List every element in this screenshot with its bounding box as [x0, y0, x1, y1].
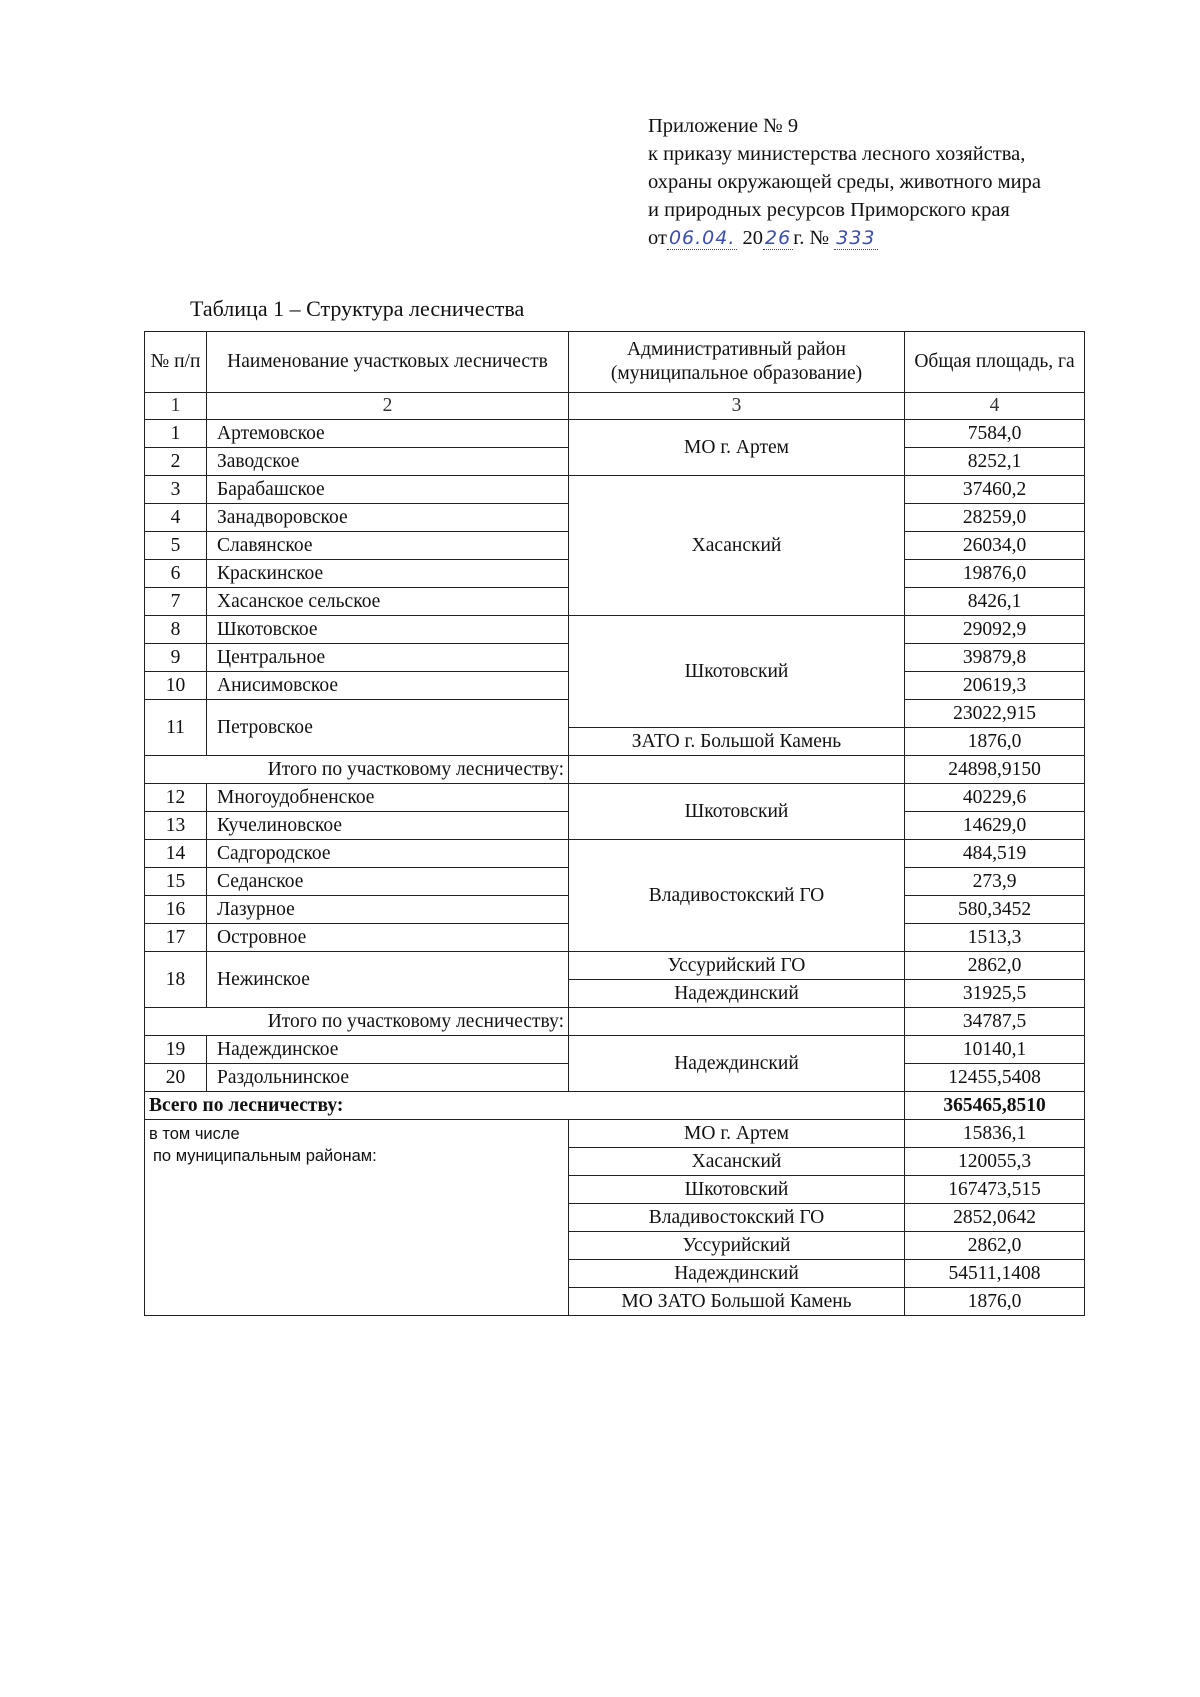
column-header: № п/п: [145, 332, 207, 393]
row-number: 13: [145, 812, 207, 840]
table-row: [145, 840, 1085, 868]
forestry-name: Садгородское: [207, 840, 569, 868]
breakdown-row: [145, 1120, 1085, 1148]
breakdown-label-line: по муниципальным районам:: [153, 1147, 377, 1165]
row-number: 4: [145, 504, 207, 532]
breakdown-area: 167473,515: [905, 1176, 1085, 1204]
appendix-header: [648, 112, 1168, 252]
table-row: [145, 952, 1085, 980]
empty-cell: [569, 1008, 905, 1036]
column-number-row: [145, 393, 1085, 420]
row-number: 20: [145, 1064, 207, 1092]
column-header: Общая площадь, га: [905, 332, 1085, 393]
area-cell: 580,3452: [905, 896, 1085, 924]
row-number: 7: [145, 588, 207, 616]
area-cell: 29092,9: [905, 616, 1085, 644]
forestry-name: Петровское: [207, 700, 569, 756]
handwritten-year: 26: [765, 227, 792, 249]
area-cell: 14629,0: [905, 812, 1085, 840]
breakdown-district: МО ЗАТО Большой Камень: [569, 1288, 905, 1316]
breakdown-label: [145, 1120, 569, 1316]
forestry-name: Лазурное: [207, 896, 569, 924]
area-cell: 8252,1: [905, 448, 1085, 476]
row-number: 10: [145, 672, 207, 700]
forestry-name: Островное: [207, 924, 569, 952]
breakdown-area: 2852,0642: [905, 1204, 1085, 1232]
table-row: [145, 616, 1085, 644]
district-cell: Шкотовский: [569, 784, 905, 840]
year-suffix: г. №: [793, 227, 830, 249]
area-cell: 2862,0: [905, 952, 1085, 980]
breakdown-area: 1876,0: [905, 1288, 1085, 1316]
handwritten-date: 06.04.: [668, 227, 736, 249]
order-reference-line: и природных ресурсов Приморского края: [648, 199, 1010, 221]
district-cell: Надеждинский: [569, 980, 905, 1008]
forestry-name: Кучелиновское: [207, 812, 569, 840]
breakdown-district: Шкотовский: [569, 1176, 905, 1204]
forestry-name: Артемовское: [207, 420, 569, 448]
grand-total-row: [145, 1092, 1085, 1120]
subtotal-label: Итого по участковому лесничеству:: [145, 756, 569, 784]
area-cell: 37460,2: [905, 476, 1085, 504]
handwritten-order-number: 333: [836, 227, 876, 249]
row-number: 9: [145, 644, 207, 672]
breakdown-label-line: в том числе: [149, 1125, 240, 1143]
empty-cell: [569, 756, 905, 784]
forestry-name: Анисимовское: [207, 672, 569, 700]
area-cell: 1876,0: [905, 728, 1085, 756]
area-cell: 8426,1: [905, 588, 1085, 616]
row-number: 3: [145, 476, 207, 504]
subtotal-area: 34787,5: [905, 1008, 1085, 1036]
table-caption: Таблица 1 – Структура лесничества: [190, 296, 525, 321]
row-number: 17: [145, 924, 207, 952]
order-reference-line: охраны окружающей среды, животного мира: [648, 171, 1041, 193]
breakdown-district: Хасанский: [569, 1148, 905, 1176]
area-cell: 23022,915: [905, 700, 1085, 728]
forestry-name: Многоудобненское: [207, 784, 569, 812]
appendix-title: Приложение № 9: [648, 115, 799, 137]
forestry-name: Надеждинское: [207, 1036, 569, 1064]
breakdown-district: Уссурийский: [569, 1232, 905, 1260]
area-cell: 20619,3: [905, 672, 1085, 700]
breakdown-district: МО г. Артем: [569, 1120, 905, 1148]
district-cell: Владивостокский ГО: [569, 840, 905, 952]
breakdown-district: Владивостокский ГО: [569, 1204, 905, 1232]
forestry-name: Барабашское: [207, 476, 569, 504]
year-prefix: 20: [742, 227, 764, 249]
district-cell: ЗАТО г. Большой Камень: [569, 728, 905, 756]
table-row: [145, 784, 1085, 812]
row-number: 8: [145, 616, 207, 644]
subtotal-row: [145, 1008, 1085, 1036]
area-cell: 10140,1: [905, 1036, 1085, 1064]
area-cell: 484,519: [905, 840, 1085, 868]
area-cell: 31925,5: [905, 980, 1085, 1008]
area-cell: 1513,3: [905, 924, 1085, 952]
district-cell: Хасанский: [569, 476, 905, 616]
table-header-row: [145, 332, 1085, 393]
row-number: 5: [145, 532, 207, 560]
column-number: 2: [207, 393, 569, 420]
grand-total-label: Всего по лесничеству:: [145, 1092, 905, 1120]
row-number: 15: [145, 868, 207, 896]
table-row: [145, 1036, 1085, 1064]
forestry-name: Хасанское сельское: [207, 588, 569, 616]
grand-total-area: 365465,8510: [905, 1092, 1085, 1120]
column-number: 4: [905, 393, 1085, 420]
area-cell: 26034,0: [905, 532, 1085, 560]
forestry-name: Центральное: [207, 644, 569, 672]
district-cell: Шкотовский: [569, 616, 905, 728]
row-number: 11: [145, 700, 207, 756]
column-header: Наименование участковых лесничеств: [207, 332, 569, 393]
forestry-name: Нежинское: [207, 952, 569, 1008]
area-cell: 12455,5408: [905, 1064, 1085, 1092]
area-cell: 40229,6: [905, 784, 1085, 812]
forestry-name: Занадворовское: [207, 504, 569, 532]
breakdown-district: Надеждинский: [569, 1260, 905, 1288]
district-cell: Надеждинский: [569, 1036, 905, 1092]
date-prefix: от: [648, 227, 667, 249]
district-cell: Уссурийский ГО: [569, 952, 905, 980]
area-cell: 39879,8: [905, 644, 1085, 672]
subtotal-row: [145, 756, 1085, 784]
row-number: 6: [145, 560, 207, 588]
table-row: [145, 476, 1085, 504]
subtotal-area: 24898,9150: [905, 756, 1085, 784]
district-cell: МО г. Артем: [569, 420, 905, 476]
column-number: 3: [569, 393, 905, 420]
row-number: 18: [145, 952, 207, 1008]
row-number: 16: [145, 896, 207, 924]
area-cell: 28259,0: [905, 504, 1085, 532]
row-number: 14: [145, 840, 207, 868]
column-number: 1: [145, 393, 207, 420]
breakdown-area: 54511,1408: [905, 1260, 1085, 1288]
row-number: 1: [145, 420, 207, 448]
area-cell: 19876,0: [905, 560, 1085, 588]
breakdown-area: 2862,0: [905, 1232, 1085, 1260]
subtotal-label: Итого по участковому лесничеству:: [145, 1008, 569, 1036]
forestry-name: Краскинское: [207, 560, 569, 588]
breakdown-area: 120055,3: [905, 1148, 1085, 1176]
forestry-name: Шкотовское: [207, 616, 569, 644]
forestry-name: Седанское: [207, 868, 569, 896]
column-header: Административный район (муниципальное образование): [569, 332, 905, 393]
order-date-line: [648, 224, 1168, 252]
forestry-name: Заводское: [207, 448, 569, 476]
row-number: 19: [145, 1036, 207, 1064]
area-cell: 7584,0: [905, 420, 1085, 448]
table-row: [145, 420, 1085, 448]
forestry-structure-table: [144, 331, 1085, 1316]
row-number: 12: [145, 784, 207, 812]
order-reference-line: к приказу министерства лесного хозяйства,: [648, 143, 1026, 165]
forestry-name: Раздольнинское: [207, 1064, 569, 1092]
breakdown-area: 15836,1: [905, 1120, 1085, 1148]
area-cell: 273,9: [905, 868, 1085, 896]
row-number: 2: [145, 448, 207, 476]
forestry-name: Славянское: [207, 532, 569, 560]
